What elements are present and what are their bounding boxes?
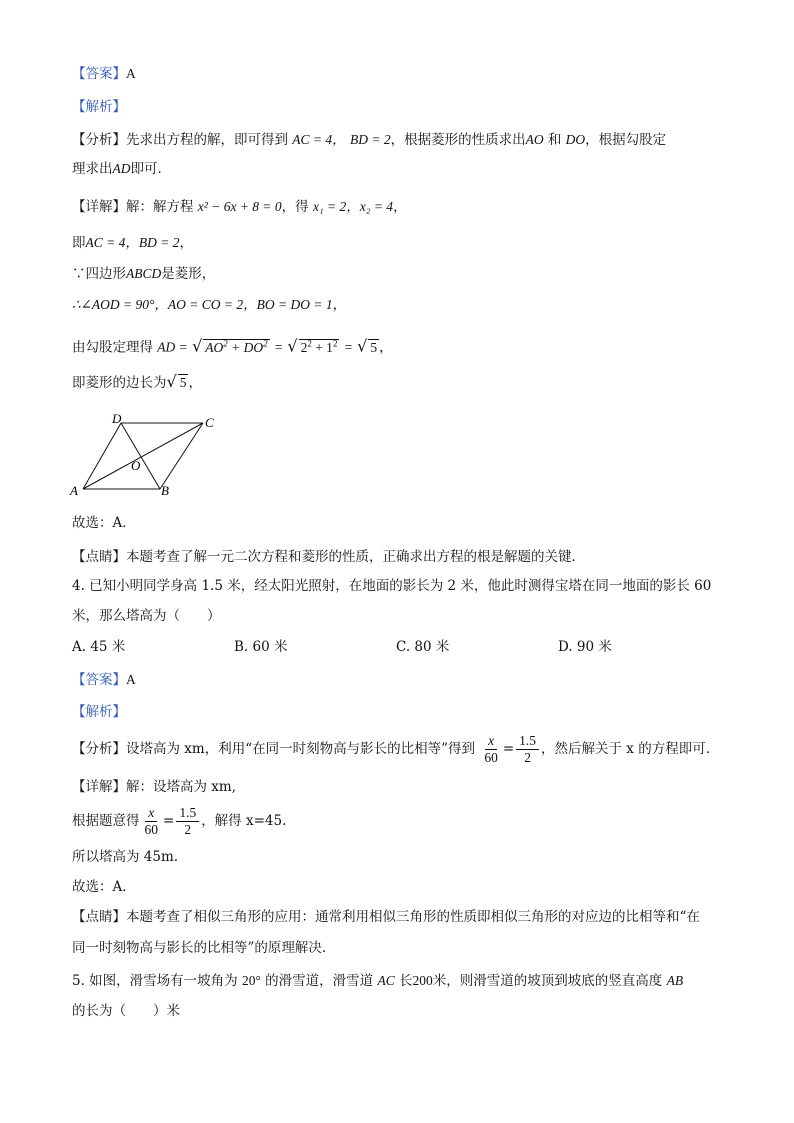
rhombus-figure <box>66 408 226 498</box>
side-end: ， <box>188 375 202 391</box>
side-text: 即菱形的边长为 <box>72 375 167 391</box>
fenxi-ao: AO <box>525 132 544 147</box>
dianjing-text-2: 同一时刻物高与影长的比相等”的原理解决． <box>72 940 336 956</box>
q3-answer-line <box>72 64 136 84</box>
because-math: ABCD <box>126 266 162 281</box>
fenxi-tag: 【分析】 <box>72 132 126 148</box>
radical-icon: √ <box>192 336 203 356</box>
ji-text: 即 <box>72 235 86 251</box>
denominator: 2 <box>184 822 192 837</box>
q4-option-a: A. 45 米 <box>72 639 126 655</box>
analysis-tag: 【解析】 <box>72 704 126 720</box>
q5-angle: 20° <box>241 973 261 988</box>
q5-ab: AB <box>666 973 684 988</box>
q4-result-line <box>72 847 178 867</box>
equation-text: 根据题意得 <box>72 813 140 829</box>
fraction-1-5-2 <box>516 733 539 766</box>
fenxi-text-4a: 理求出 <box>72 161 113 177</box>
fenxi-text: 先求出方程的解，即可得到 <box>126 132 288 148</box>
q4-stem-1: 4. 已知小明同学身高 1.5 米，经太阳光照射，在地面的影长为 2 米，他此时测得宝塔在同一地面的影长 60 <box>72 578 712 594</box>
q4-option-c: C. 80 米 <box>396 639 450 655</box>
q4-dianjing-line-1 <box>72 907 700 927</box>
result-text: 所以塔高为 45m. <box>72 849 179 865</box>
pyth-end: ， <box>379 339 393 356</box>
q5-length: 200 <box>412 973 433 988</box>
xiangjie-tag: 【详解】 <box>72 199 126 215</box>
q3-fenxi-line-2 <box>72 159 171 179</box>
fenxi-he: 和 <box>547 132 562 148</box>
label-d: D <box>112 411 122 426</box>
xiangjie-tag: 【详解】 <box>72 779 126 795</box>
fenxi-tag: 【分析】 <box>72 741 126 757</box>
q3-because-line <box>72 264 215 284</box>
numerator: x <box>485 733 497 750</box>
fenxi-bd: BD = 2 <box>349 132 391 147</box>
fenxi-do: DO <box>565 132 586 147</box>
therefore-end: ， <box>332 297 347 313</box>
analysis-tag: 【解析】 <box>72 99 126 115</box>
q5-stem-2: 的长为（ ）米 <box>72 1003 180 1019</box>
answer-value: A <box>126 66 136 81</box>
q4-option-b: B. 60 米 <box>234 639 288 655</box>
q4-analysis-line <box>72 702 126 722</box>
q4-stem-2: 米，那么塔高为（ ） <box>72 608 221 624</box>
fenxi-ac: AC = 4， <box>292 132 346 147</box>
because-text: ∵四边形 <box>72 266 126 282</box>
denominator: 2 <box>524 750 531 765</box>
fenxi-ad: AD <box>112 161 131 176</box>
fenxi-text-2: ，然后解关于 x 的方程即可． <box>541 741 720 757</box>
fraction-x-60 <box>481 733 501 766</box>
label-o: O <box>131 458 141 473</box>
q5-ac: AC <box>377 973 395 988</box>
q5-stem-1c: 长 <box>399 973 413 989</box>
roots: x₁ = 2，x₂ = 4 <box>312 199 394 214</box>
label-a: A <box>70 483 78 498</box>
q3-analysis-line <box>72 97 126 117</box>
q4-guxuan-line <box>72 877 136 897</box>
denominator: 60 <box>484 750 498 765</box>
xiangjie-text: 解：解方程 <box>126 199 194 215</box>
pyth-eq: = <box>273 339 284 355</box>
side-cb <box>160 423 203 489</box>
q4-equation-line: 根据题意得 $\frac{x}{60}$ = $\frac{1.5}{2}$ ，解得 x=45. <box>72 805 287 837</box>
fraction-x-60 <box>142 805 162 838</box>
label-b: B <box>161 483 169 498</box>
q3-fenxi-line-1 <box>72 130 666 150</box>
equation: x² − 6x + 8 = 0 <box>197 199 282 214</box>
q3-xiangjie-line <box>72 197 407 217</box>
q4-stem-line-1 <box>72 576 711 596</box>
numerator: 1.5 <box>176 805 199 822</box>
pyth-ad: AD = <box>157 339 188 355</box>
diagonal-ac <box>83 423 203 489</box>
xiangjie-text-3: ， <box>393 199 407 215</box>
pyth-eq-2: = <box>343 339 353 355</box>
diagonal-bd <box>121 423 160 489</box>
pyth-text: 由勾股定理得 <box>72 339 153 356</box>
guxuan-text: 故选：A． <box>72 515 136 531</box>
q3-side-line <box>72 372 202 393</box>
equation-result: ，解得 x=45. <box>201 813 287 829</box>
q5-stem-1b: 的滑雪道，滑雪道 <box>265 973 374 989</box>
q4-dianjing-line-2 <box>72 938 335 958</box>
xiangjie-text-2: ，得 <box>281 199 309 215</box>
sqrt-ao-do: $AO^2 + DO^2$ <box>205 338 268 355</box>
answer-tag: 【答案】 <box>72 672 126 688</box>
fenxi-text-4b: 即可． <box>130 161 171 177</box>
sqrt-2-1: $2^2 + 1^2$ <box>300 338 338 355</box>
dianjing-tag: 【点睛】 <box>72 909 126 925</box>
xiangjie-text: 解：设塔高为 xm, <box>126 779 236 795</box>
q3-dianjing-line <box>72 547 585 567</box>
sqrt-5: 5 <box>370 339 378 355</box>
q4-stem-line-2 <box>72 606 221 626</box>
answer-tag: 【答案】 <box>72 66 126 82</box>
q5-stem-1d: 米，则滑雪道的坡顶到坡底的竖直高度 <box>432 973 663 989</box>
dianjing-tag: 【点睛】 <box>72 549 126 565</box>
q5-stem-1a: 5. 如图，滑雪场有一坡角为 <box>72 973 238 989</box>
fraction-1-5-2 <box>176 805 199 838</box>
fenxi-text-3: ，根据勾股定 <box>585 132 667 148</box>
q4-answer-line <box>72 670 136 690</box>
ji-math: AC = 4，BD = 2 <box>85 235 180 250</box>
q5-stem-line-1 <box>72 971 683 991</box>
numerator: x <box>145 805 157 822</box>
sqrt-5-side: 5 <box>179 375 187 390</box>
therefore-math: ∴∠AOD = 90°，AO = CO = 2，BO = DO = 1 <box>72 297 333 312</box>
guxuan-text: 故选：A． <box>72 879 136 895</box>
q3-pythagoras-line <box>72 333 393 358</box>
numerator: 1.5 <box>516 733 539 750</box>
q3-therefore-line <box>72 295 346 315</box>
q3-ji-line <box>72 233 193 253</box>
q3-guxuan-line <box>72 513 136 533</box>
dianjing-text: 本题考查了解一元二次方程和菱形的性质，正确求出方程的根是解题的关键． <box>126 549 585 565</box>
radical-icon: √ <box>287 336 298 356</box>
ji-end: ， <box>179 235 193 251</box>
q4-fenxi-line: 【分析】设塔高为 xm，利用“在同一时刻物高与影长的比相等”得到 $\frac{x}{60}$ = $\frac{1.5}{2}$ ，然后解关于 x 的方程即可． <box>72 733 720 765</box>
answer-value: A <box>126 672 136 687</box>
denominator: 60 <box>144 822 158 837</box>
q4-xiangjie-line <box>72 777 236 797</box>
fenxi-text: 设塔高为 xm，利用“在同一时刻物高与影长的比相等”得到 <box>126 741 476 757</box>
because-end: 是菱形， <box>161 266 216 282</box>
q4-option-d: D. 90 米 <box>558 639 612 655</box>
label-c: C <box>205 415 214 430</box>
fenxi-text-2: ，根据菱形的性质求出 <box>390 132 526 148</box>
q5-stem-line-2 <box>72 1001 180 1021</box>
radical-icon: √ <box>166 372 177 391</box>
dianjing-text: 本题考查了相似三角形的应用：通常利用相似三角形的性质即相似三角形的对应边的比相等和“在 <box>126 909 700 925</box>
radical-icon: √ <box>357 336 368 356</box>
